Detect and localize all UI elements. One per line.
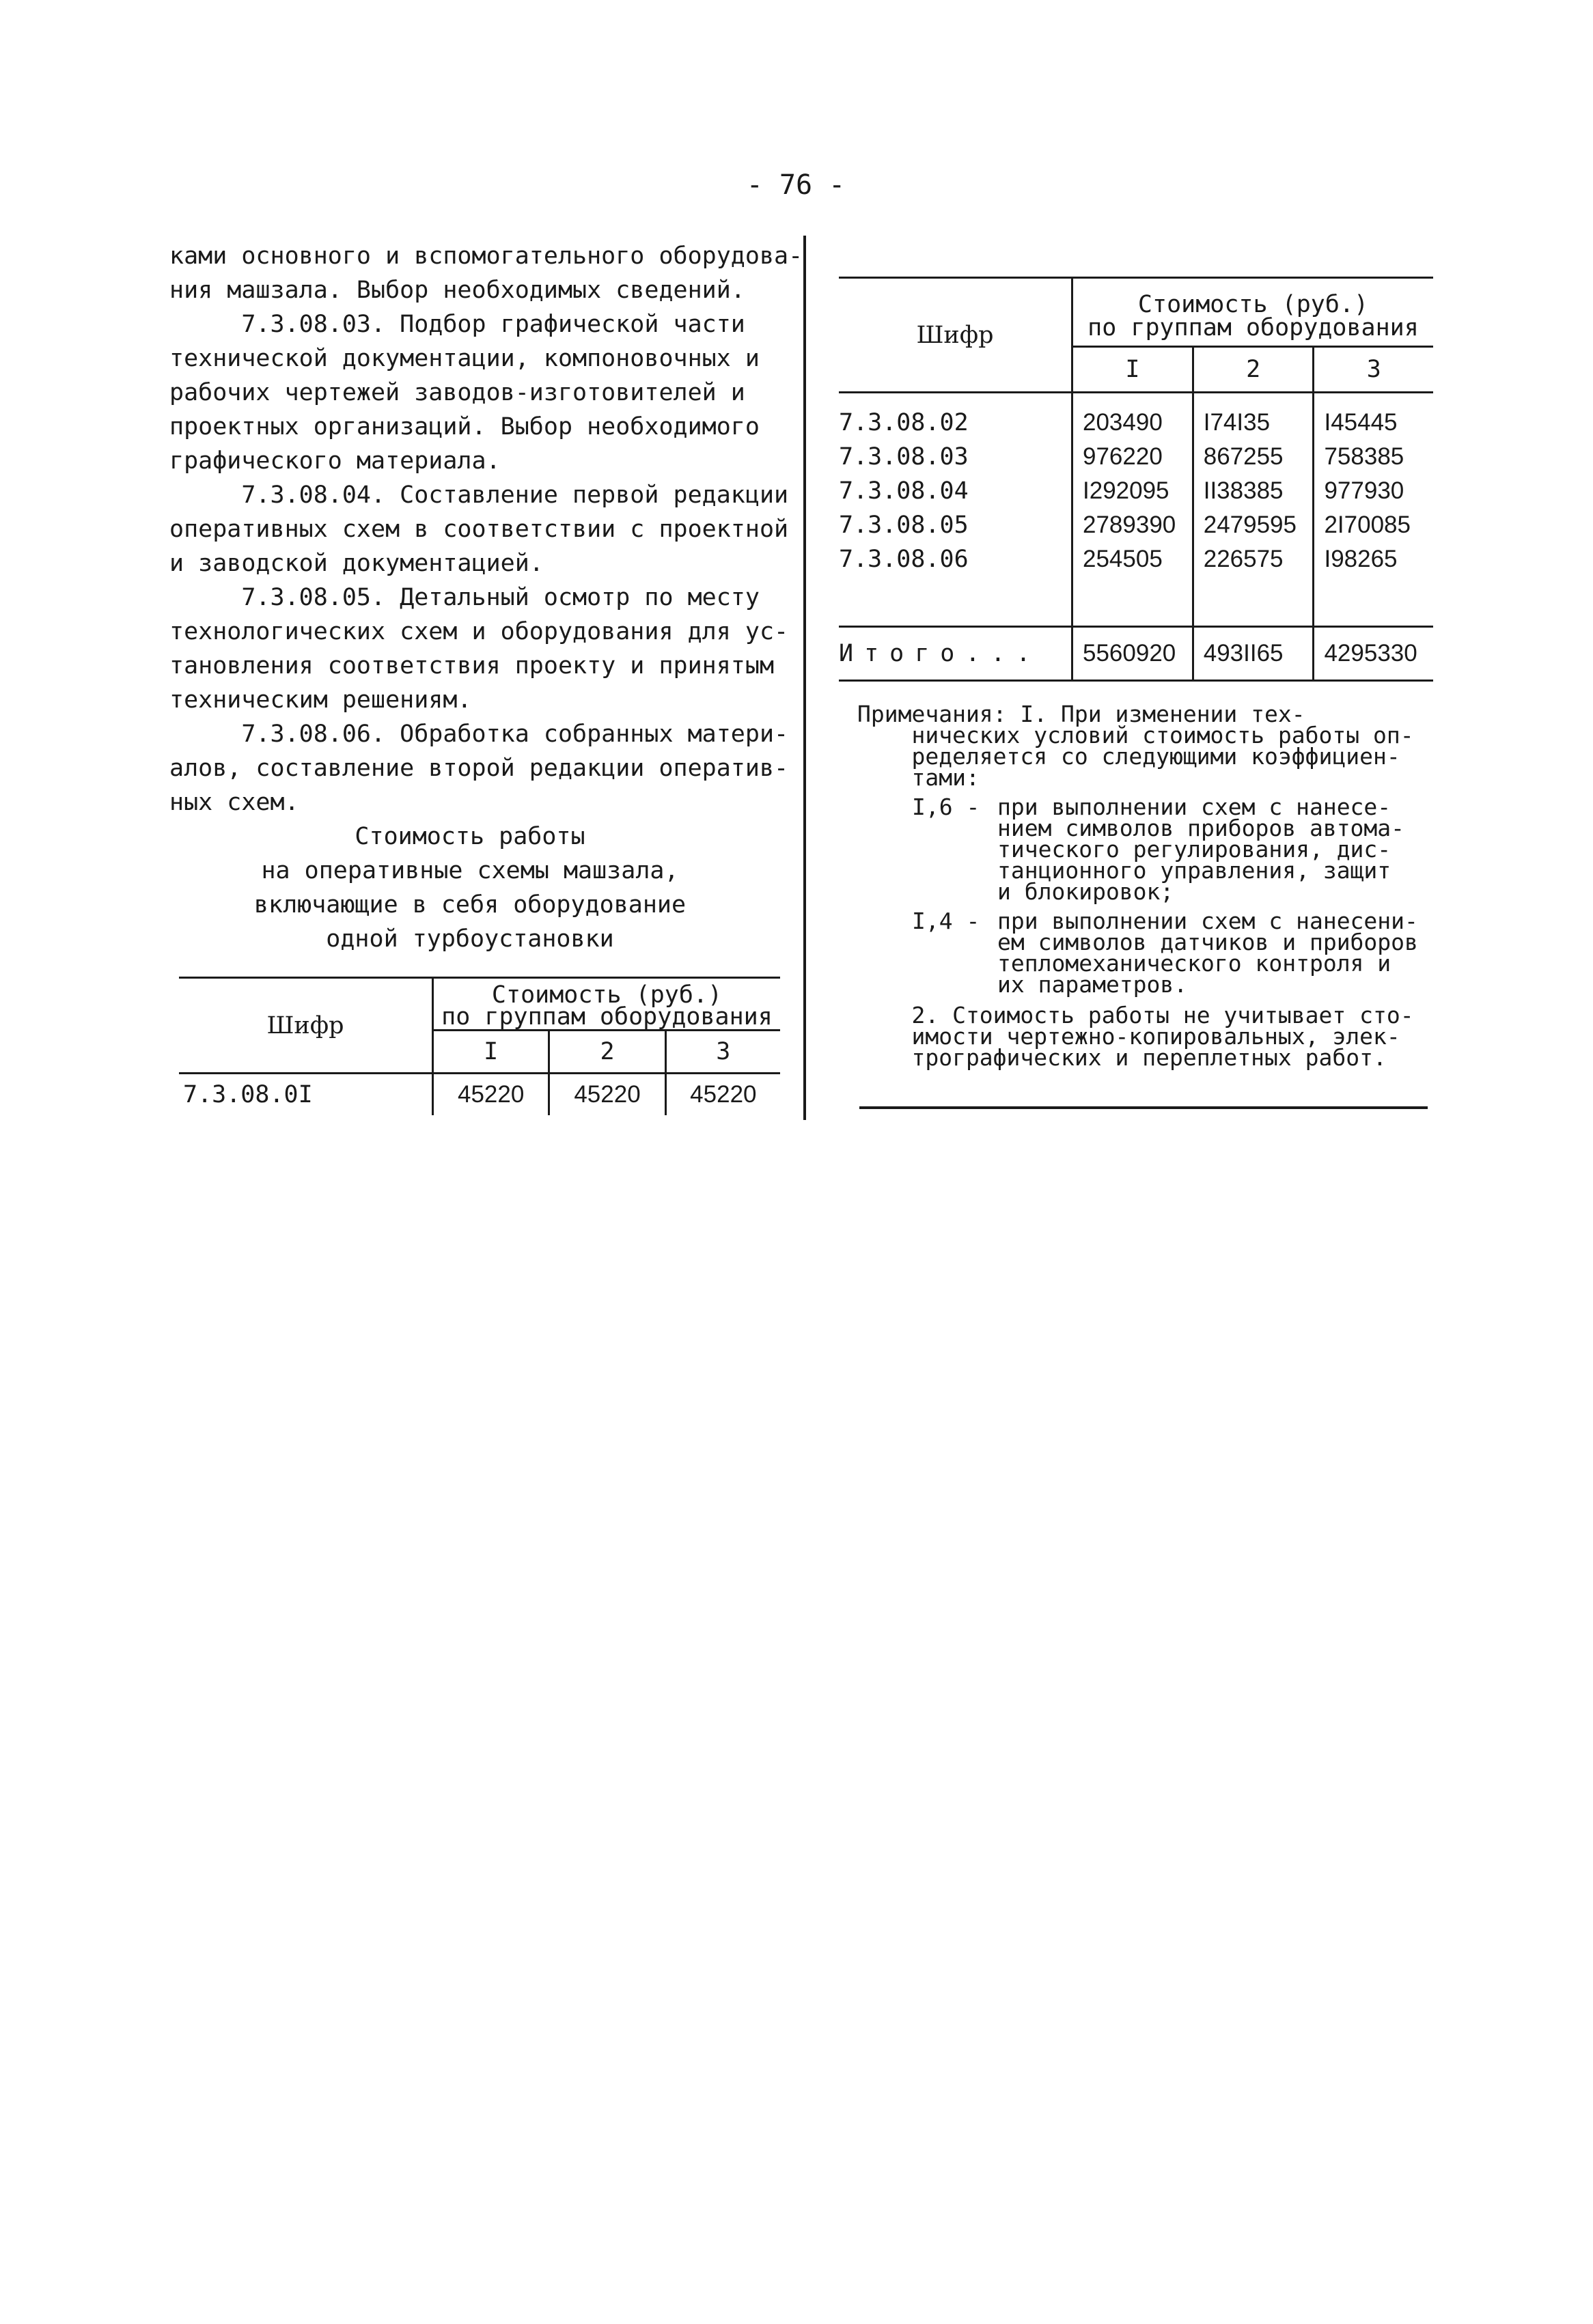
table-row	[179, 1074, 780, 1116]
page-number: - 76 -	[746, 169, 846, 201]
row-value: 45220	[549, 1074, 665, 1116]
row-code: 7.3.08.05	[839, 512, 969, 539]
note-coefficient: I,6 -	[912, 794, 980, 820]
column-divider	[803, 236, 806, 1120]
caption-line: одной турбоустановки	[326, 925, 614, 953]
note-line: тического регулирования, дис-	[997, 836, 1391, 863]
text-line: рабочих чертежей заводов-изготовителей и	[169, 379, 745, 406]
note-line: при выполнении схем с нанесе-	[997, 794, 1391, 820]
header-cost-line1: Стоимость (руб.)	[1137, 291, 1369, 318]
header-shifr: Шифр	[839, 278, 1072, 393]
header-cost-line1: Стоимость (руб.)	[491, 981, 723, 1009]
notes	[857, 701, 1445, 1071]
text-line: оперативных схем в соответствии с проектной	[169, 516, 789, 543]
table-row	[839, 393, 1433, 440]
row-value: I45445	[1314, 393, 1433, 440]
row-value: 2789390	[1072, 508, 1193, 542]
row-code: 7.3.08.06	[839, 546, 969, 573]
text-line: технологических схем и оборудования для ус-	[169, 618, 789, 645]
note-2-line: имости чертежно-копировальных, элек-	[857, 1023, 1400, 1050]
text-line: ками основного и вспомогательного оборудова-	[169, 242, 803, 270]
total-row	[839, 627, 1433, 681]
cost-table-main	[839, 277, 1433, 682]
note-coefficient-item	[857, 908, 1445, 998]
header-group: I	[1072, 347, 1193, 393]
notes-rule	[859, 1106, 1428, 1109]
row-value: 226575	[1193, 542, 1314, 576]
header-cost-line2: по группам оборудования	[1088, 314, 1419, 341]
total-value: 4295330	[1314, 627, 1433, 681]
text-line: 7.3.08.06. Обработка собранных матери-	[169, 720, 789, 748]
notes-intro-line: тами:	[857, 764, 980, 791]
row-value: 203490	[1072, 393, 1193, 440]
row-value: 2479595	[1193, 508, 1314, 542]
text-line: техническим решениям.	[169, 686, 472, 714]
row-code: 7.3.08.03	[839, 443, 969, 471]
row-value: I98265	[1314, 542, 1433, 576]
text-line: 7.3.08.04. Составление первой редакции	[169, 481, 789, 509]
header-group: 3	[665, 1031, 780, 1074]
cost-table-small	[179, 977, 780, 1115]
total-value: 493II65	[1193, 627, 1314, 681]
header-group: 2	[1193, 347, 1314, 393]
text-line: 7.3.08.03. Подбор графической части	[169, 311, 745, 338]
text-line: тановления соответствия проекту и принятым	[169, 652, 775, 680]
note-line: нием символов приборов автома-	[997, 815, 1405, 841]
note-2-line: 2. Стоимость работы не учитывает сто-	[857, 1002, 1414, 1028]
text-line: ных схем.	[169, 789, 299, 816]
notes-intro-line: Примечания: I. При изменении тех-	[857, 701, 1305, 727]
row-value: 45220	[665, 1074, 780, 1116]
text-line: проектных организаций. Выбор необходимого	[169, 413, 760, 440]
row-value: 867255	[1193, 440, 1314, 474]
total-value: 5560920	[1072, 627, 1193, 681]
note-line: и блокировок;	[997, 878, 1174, 905]
notes-intro-line: нических условий стоимость работы оп-	[857, 722, 1414, 748]
header-group: I	[433, 1031, 549, 1074]
left-body-text	[169, 239, 803, 820]
caption-line: на оперативные схемы машзала,	[261, 857, 679, 884]
caption-line: Стоимость работы	[355, 823, 585, 850]
text-line: и заводской документацией.	[169, 550, 544, 577]
row-code: 7.3.08.0I	[183, 1081, 313, 1108]
row-value: II38385	[1193, 474, 1314, 508]
header-shifr: Шифр	[179, 978, 433, 1074]
row-value: 45220	[433, 1074, 549, 1116]
table-row	[839, 440, 1433, 474]
text-line: алов, составление второй редакции оператив-	[169, 755, 789, 782]
text-line: графического материала.	[169, 447, 501, 475]
note-2-line: трографических и переплетных работ.	[857, 1044, 1387, 1071]
row-code: 7.3.08.04	[839, 477, 969, 505]
table-caption	[169, 820, 771, 956]
row-value: I74I35	[1193, 393, 1314, 440]
note-coefficient: I,4 -	[912, 908, 980, 934]
header-cost	[1072, 278, 1434, 347]
table-row	[839, 508, 1433, 542]
note-line: тепломеханического контроля и	[997, 950, 1391, 977]
note-line: танционного управления, защит	[997, 857, 1391, 884]
text-line: технической документации, компоновочных и	[169, 345, 760, 372]
row-value: I292095	[1072, 474, 1193, 508]
note-coefficient-item	[857, 794, 1445, 905]
table-row	[839, 542, 1433, 576]
row-value: 254505	[1072, 542, 1193, 576]
total-label: Итого...	[839, 627, 1072, 681]
header-cost	[433, 978, 781, 1031]
row-value: 977930	[1314, 474, 1433, 508]
text-line: ния машзала. Выбор необходимых сведений.	[169, 277, 745, 304]
table-row	[839, 474, 1433, 508]
note-line: ем символов датчиков и приборов	[997, 929, 1418, 955]
header-group: 3	[1314, 347, 1433, 393]
caption-line: включающие в себя оборудование	[253, 891, 687, 919]
row-value: 2I70085	[1314, 508, 1433, 542]
row-value: 976220	[1072, 440, 1193, 474]
header-group: 2	[549, 1031, 665, 1074]
header-cost-line2: по группам оборудования	[441, 1003, 773, 1031]
text-line: 7.3.08.05. Детальный осмотр по месту	[169, 584, 760, 611]
note-line: при выполнении схем с нанесени-	[997, 908, 1418, 934]
note-line: их параметров.	[997, 971, 1188, 998]
row-code: 7.3.08.02	[839, 409, 969, 436]
notes-intro-line: ределяется со следующими коэффициен-	[857, 743, 1400, 770]
row-value: 758385	[1314, 440, 1433, 474]
